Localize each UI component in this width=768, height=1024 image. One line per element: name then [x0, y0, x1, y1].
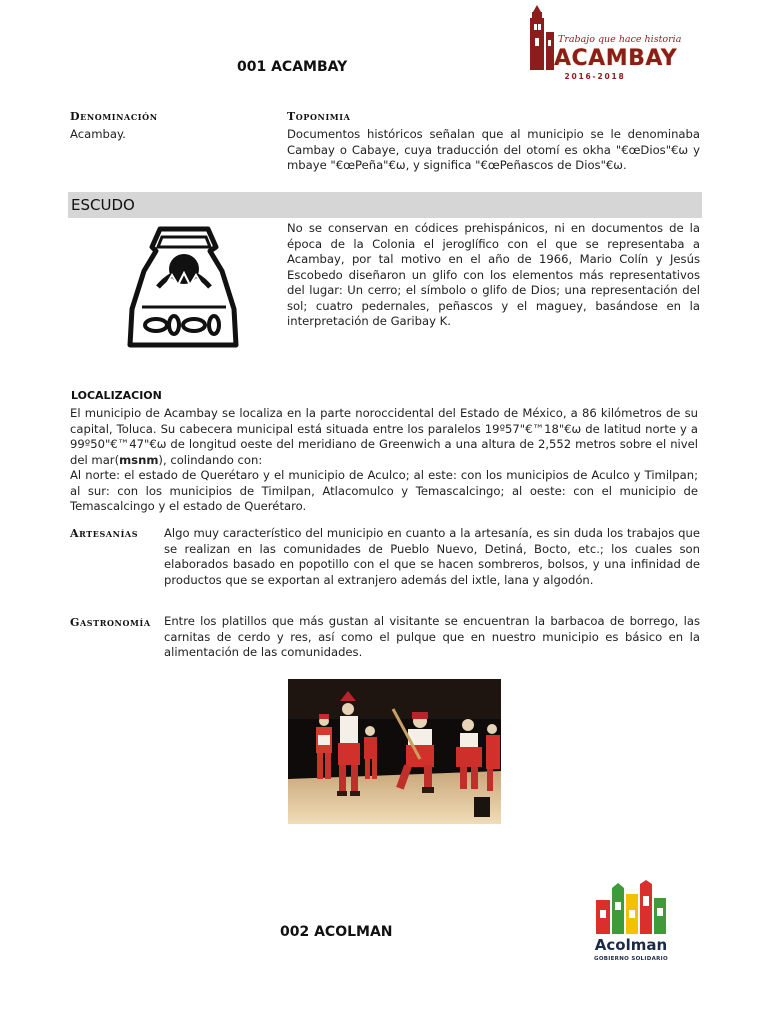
acambay-slogan: Trabajo que hace historia — [558, 34, 682, 45]
gastronomia-text: Entre los platillos que más gustan al visitante se encuentran la barbacoa de borrego, las carnitas de cerdo y res, así como el pulque que en nuestro municipio es básico en la alimentación de las comunidades. — [164, 614, 700, 659]
escudo-heading: ESCUDO — [71, 196, 135, 214]
gastronomia-label: Gastronomía — [70, 616, 151, 629]
artesanias-label: Artesanías — [70, 527, 139, 540]
dancers-photo-graphic — [288, 679, 501, 824]
toponimia-text: Documentos históricos señalan que al municipio se le denominaba Cambay o Cabaye, cuya traducción del otomí es okha "€œDios"€ѡ y mbaye "€œPeña"€ѡ, y significa "€œPeñascos de Dios"€ѡ. — [287, 127, 700, 172]
artesanias-text: Algo muy característico del municipio en cuanto a la artesanía, es sin duda los trabajos que se realizan en las comunidades de Pueblo Nuevo, Detiná, Bocto, etc.; los cuales son elaborados basado en popotillo con el que se hacen sombreros, bolsos, y una infinidad de productos que se exportan al extranjero además del ixtle, lana y algodón. — [164, 526, 700, 587]
acambay-logo-years: 2016-2018 — [564, 72, 626, 81]
acambay-glyph-image — [122, 225, 246, 355]
toponimia-label: Toponimia — [287, 110, 351, 123]
acambay-logo — [524, 4, 682, 84]
acolman-logo-subtitle: GOBIERNO SOLIDARIO — [594, 956, 668, 962]
localizacion-text-before: El municipio de Acambay se localiza en la parte noroccidental del Estado de México, a 86 kilómetros de su capital, Toluca. Su cabecera municipal está situada entre los paralelos 19º57"€™18"€ѡ de latitud norte y a 99º50"€™47"€ѡ de longitud oeste del meridiano de Greenwich a una altura de 2,552 metros sobre el nivel del mar( — [70, 406, 698, 467]
localizacion-limits-text: Al norte: el estado de Querétaro y el municipio de Aculco; al este: con los municipios de Aculco y Timilpan; al sur: con los municipios de Timilpan, Atlacomulco y Temascalcingo; al oeste: con el municipio de Temascalcingo y el estado de Querétaro. — [70, 468, 698, 513]
denominacion-label: Denominación — [70, 110, 158, 123]
denominacion-value: Acambay. — [70, 127, 126, 141]
section-title-acolman: 002 ACOLMAN — [280, 924, 393, 940]
localizacion-unit: msnm — [119, 452, 159, 467]
acambay-logo-name: ACAMBAY — [554, 46, 678, 71]
acolman-logo — [584, 880, 678, 966]
localizacion-heading: LOCALIZACION — [71, 389, 162, 402]
escudo-band — [68, 192, 702, 218]
section-title-acambay: 001 ACAMBAY — [237, 59, 348, 75]
localizacion-paragraph — [70, 406, 698, 468]
acolman-logo-name: Acolman — [594, 936, 668, 954]
localizacion-text-after: ), colindando con: — [158, 452, 263, 467]
acambay-glyph-icon — [122, 225, 246, 355]
dancers-photo — [288, 679, 501, 824]
acolman-logo-graphic — [584, 880, 678, 938]
escudo-text: No se conservan en códices prehispánicos, ni en documentos de la época de la Colonia el jeroglífico con el que se representaba a Acambay, por tal motivo en el año de 1966, Mario Colín y Jesús Escobedo diseñaron un glifo con los elementos más representativos del lugar: Un cerro; el símbolo o glifo de Dios; una representación del sol; cuatro pedernales, peñascos y el maguey, basándose en la interpretación de Garibay K. — [287, 221, 700, 328]
